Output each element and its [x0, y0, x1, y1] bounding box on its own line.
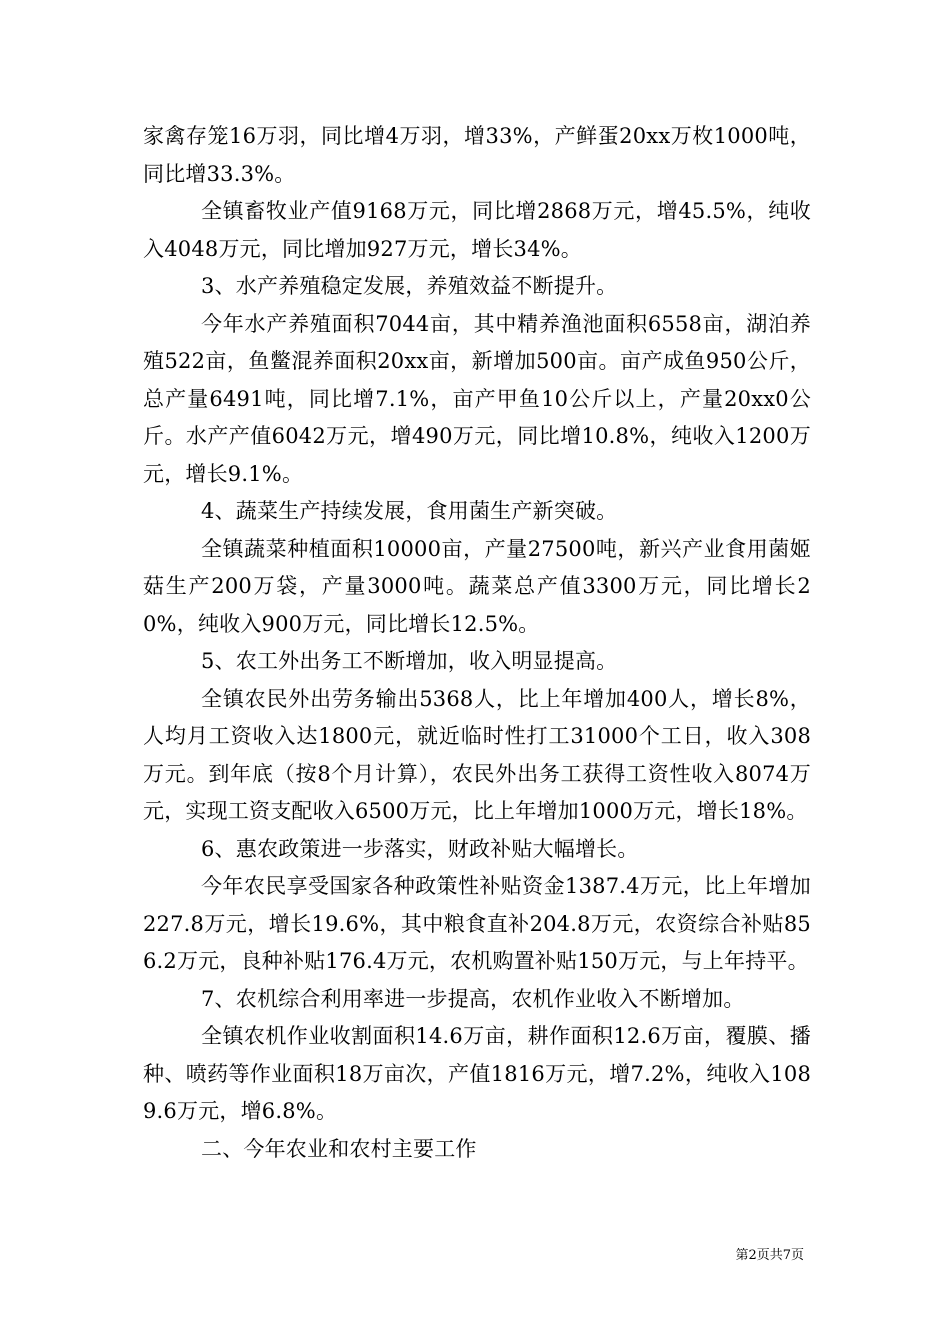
heading-subsidies: 6、惠农政策进一步落实，财政补贴大幅增长。: [201, 836, 639, 861]
paragraph-vegetables: 全镇蔬菜种植面积10000亩，产量27500吨，新兴产业食用菌姬菇生产200万袋，产量3000吨。蔬菜总产值3300万元，同比增长20%，纯收入900万元，同比增长12.5%。: [143, 536, 811, 636]
heading-section-two: 二、今年农业和农村主要工作: [201, 1136, 477, 1161]
paragraph-livestock-output: 全镇畜牧业产值9168万元，同比增2868万元，增45.5%，纯收入4048万元，同比增加927万元，增长34%。: [143, 199, 811, 261]
heading-machinery: 7、农机综合利用率进一步提高，农机作业收入不断增加。: [201, 986, 745, 1011]
heading-migrant-labor: 5、农工外出务工不断增加，收入明显提高。: [201, 649, 618, 673]
document-body: [143, 118, 811, 1168]
paragraph-aquaculture: 今年水产养殖面积7044亩，其中精养渔池面积6558亩，湖泊养殖522亩，鱼鳖混养面积20xx亩，新增加500亩。亩产成鱼950公斤，总产量6491吨，同比增7.1%，亩产甲鱼10公斤以上，产量20xx0公斤。水产产值6042万元，增490万元，同比增10.8%，纯收入1200万元，增长9.1%。: [143, 311, 811, 486]
paragraph-subsidies: 今年农民享受国家各种政策性补贴资金1387.4万元，比上年增加227.8万元，增长19.6%，其中粮食直补204.8万元，农资综合补贴856.2万元，良种补贴176.4万元，农机购置补贴150万元，与上年持平。: [143, 874, 811, 973]
page-indicator: 第2页共7页: [735, 1248, 804, 1263]
paragraph-machinery: 全镇农机作业收割面积14.6万亩，耕作面积12.6万亩，覆膜、播种、喷药等作业面积18万亩次，产值1816万元，增7.2%，纯收入1089.6万元，增6.8%。: [143, 1024, 811, 1123]
heading-aquaculture: 3、水产养殖稳定发展，养殖效益不断提升。: [201, 274, 618, 298]
paragraph-migrant-labor: 全镇农民外出劳务输出5368人，比上年增加400人，增长8%，人均月工资收入达1800元，就近临时性打工31000个工日，收入308万元。到年底（按8个月计算），农民外出务工获得工资性收入8074万元，实现工资支配收入6500万元，比上年增加1000万元，增长18%。: [143, 686, 811, 823]
paragraph-poultry: 家禽存笼16万羽，同比增4万羽，增33%，产鲜蛋20xx万枚1000吨，同比增33.3%。: [143, 124, 811, 186]
heading-vegetables: 4、蔬菜生产持续发展，食用菌生产新突破。: [201, 499, 618, 523]
